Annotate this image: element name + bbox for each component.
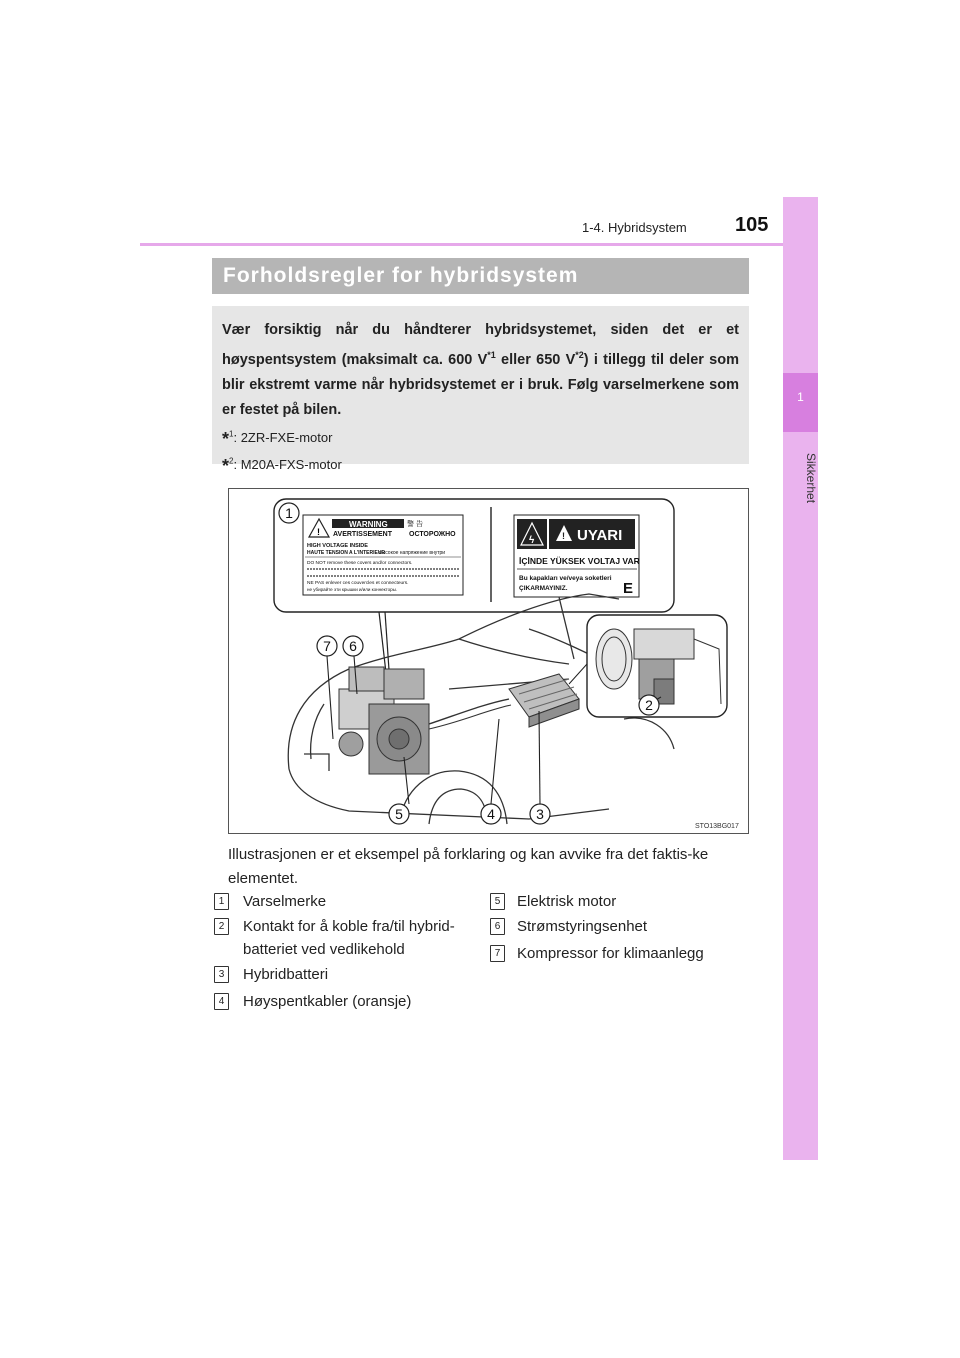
section-title: Forholdsregler for hybridsystem <box>212 258 749 294</box>
svg-text:4: 4 <box>487 806 495 822</box>
svg-text:6: 6 <box>349 638 357 654</box>
figure-code: STO13BG017 <box>695 823 739 830</box>
svg-text:Bu kapakları ve/veya soketleri: Bu kapakları ve/veya soketleri <box>519 575 612 582</box>
svg-text:İÇİNDE YÜKSEK VOLTAJ VAR: İÇİNDE YÜKSEK VOLTAJ VAR <box>519 556 640 566</box>
svg-text:AVERTISSEMENT: AVERTISSEMENT <box>333 531 392 538</box>
svg-text:ÇIKARMAYINIZ.: ÇIKARMAYINIZ. <box>519 585 568 592</box>
svg-text:5: 5 <box>395 806 403 822</box>
hybrid-system-illustration <box>228 488 749 834</box>
page-number: 105 <box>735 214 769 236</box>
svg-text:HAUTE TENSION A L'INTERIEUR: HAUTE TENSION A L'INTERIEUR <box>307 550 386 556</box>
legend-item-4: Høyspentkabler (oransje) <box>243 993 412 1010</box>
footnote-2: *$^2$: M20A-FXS-motor <box>222 455 342 476</box>
svg-text:E: E <box>623 580 634 597</box>
caution-text: Vær forsiktig når du håndterer hybridsystemet, siden det er et høyspentsystem (maksimalt ca. 600 $V^{*1}$ eller 650 $V^{*2}$) i tillegg til deler som blir ekstremt varme når hybridsystemet er i bruk. Følg varselmerkene som er festet på bilen. <box>222 322 739 418</box>
svg-text:2: 2 <box>645 697 653 713</box>
legend-num-5: 5 <box>490 893 505 910</box>
svg-text:ϟ: ϟ <box>529 535 535 546</box>
legend-num-3: 3 <box>214 966 229 983</box>
legend-num-1: 1 <box>214 893 229 910</box>
legend-item-6: Strømstyringsenhet <box>517 918 648 935</box>
svg-text:ОСТОРОЖНО: ОСТОРОЖНО <box>409 531 456 538</box>
svg-text:WARNING: WARNING <box>349 520 388 529</box>
svg-text:не убирайте эти крышки и/или к: не убирайте эти крышки и/или коннекторы. <box>307 587 398 592</box>
legend-num-6: 6 <box>490 918 505 935</box>
svg-text:!: ! <box>562 531 565 541</box>
svg-text:3: 3 <box>536 806 544 822</box>
svg-text:7: 7 <box>323 638 331 654</box>
legend-item-7: Kompressor for klimaanlegg <box>517 945 704 962</box>
chapter-label: Sikkerhet <box>804 452 818 504</box>
figure-caption: Illustrasjonen er et eksempel på forklaring og kan avvike fra det faktis-ke elementet. <box>228 846 709 887</box>
chapter-tab <box>783 197 818 1160</box>
svg-text:высокое напряжение внутри: высокое напряжение внутри <box>379 550 446 556</box>
hybrid-battery <box>509 674 579 727</box>
legend-item-5: Elektrisk motor <box>517 893 617 910</box>
svg-text:HIGH VOLTAGE INSIDE: HIGH VOLTAGE INSIDE <box>307 543 368 549</box>
svg-text:警 告: 警 告 <box>407 521 423 528</box>
svg-text:DO NOT remove these covers and: DO NOT remove these covers and/or connectors. <box>307 561 413 566</box>
warning-label-multilingual <box>303 515 463 595</box>
legend-item-2-line1: Kontakt for å koble fra/til hybrid- <box>243 918 455 935</box>
header-rule <box>140 243 818 246</box>
legend-num-2: 2 <box>214 918 229 935</box>
svg-text:1: 1 <box>285 505 293 521</box>
engine-compartment <box>339 667 429 774</box>
legend-item-2-line2: batteriet ved vedlikehold <box>243 941 405 958</box>
legend-item-3: Hybridbatteri <box>243 966 329 983</box>
running-header-section: 1-4. Hybridsystem <box>582 220 687 235</box>
svg-text:!: ! <box>317 527 320 537</box>
legend-item-1: Varselmerke <box>243 893 327 910</box>
svg-text:UYARI: UYARI <box>577 527 623 544</box>
caution-box <box>212 306 749 476</box>
legend-num-4: 4 <box>214 993 229 1010</box>
svg-text:NE PAS enlever ces couvercles: NE PAS enlever ces couvercles et connecteurs. <box>307 581 409 586</box>
legend-num-7: 7 <box>490 945 505 962</box>
footnote-1: *$^1$: 2ZR-FXE-motor <box>222 428 333 449</box>
warning-label-turkish <box>514 515 640 597</box>
chapter-number: 1 <box>797 390 804 404</box>
